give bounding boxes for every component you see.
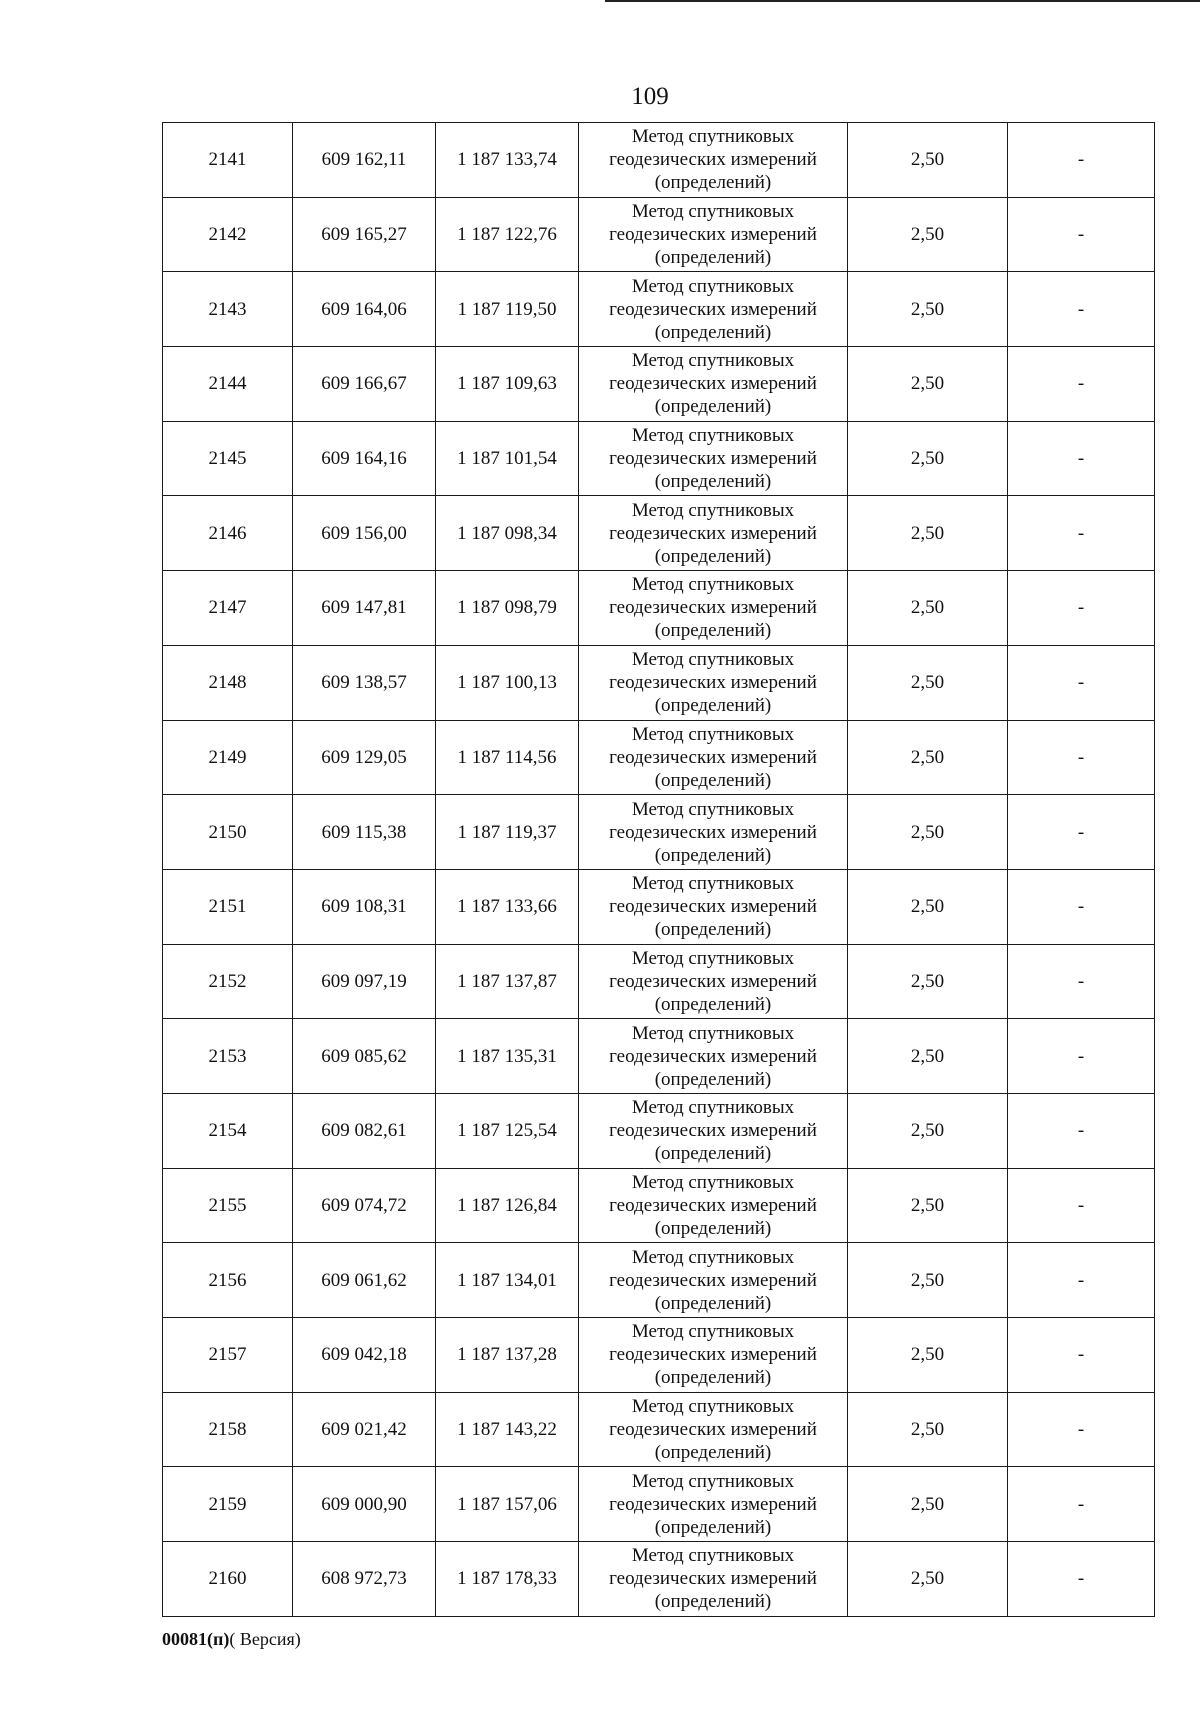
coordinate-y-cell: 1 187 100,13 [436,645,579,720]
note-cell: - [1008,1542,1155,1617]
coordinate-x-cell: 608 972,73 [293,1542,436,1617]
precision-cell: 2,50 [848,123,1008,198]
note-cell: - [1008,1392,1155,1467]
precision-cell: 2,50 [848,944,1008,1019]
coordinates-table [162,122,1155,1617]
note-cell: - [1008,645,1155,720]
point-number-cell: 2146 [163,496,293,571]
method-cell: Метод спутниковых геодезических измерений (определений) [579,347,848,422]
precision-cell: 2,50 [848,571,1008,646]
coordinate-y-cell: 1 187 157,06 [436,1467,579,1542]
point-number-cell: 2160 [163,1542,293,1617]
point-number-cell: 2149 [163,720,293,795]
coordinate-y-cell: 1 187 134,01 [436,1243,579,1318]
note-cell: - [1008,197,1155,272]
precision-cell: 2,50 [848,1542,1008,1617]
point-number-cell: 2143 [163,272,293,347]
coordinate-y-cell: 1 187 122,76 [436,197,579,272]
point-number-cell: 2159 [163,1467,293,1542]
method-cell: Метод спутниковых геодезических измерений (определений) [579,795,848,870]
method-cell: Метод спутниковых геодезических измерений (определений) [579,197,848,272]
table-row [163,571,1155,646]
method-cell: Метод спутниковых геодезических измерений (определений) [579,645,848,720]
precision-cell: 2,50 [848,421,1008,496]
coordinate-y-cell: 1 187 178,33 [436,1542,579,1617]
precision-cell: 2,50 [848,1243,1008,1318]
note-cell: - [1008,1093,1155,1168]
document-code: 00081(п) [162,1629,230,1649]
precision-cell: 2,50 [848,1019,1008,1094]
method-cell: Метод спутниковых геодезических измерений (определений) [579,1542,848,1617]
point-number-cell: 2148 [163,645,293,720]
method-cell: Метод спутниковых геодезических измерений (определений) [579,1168,848,1243]
coordinate-y-cell: 1 187 114,56 [436,720,579,795]
coordinate-y-cell: 1 187 133,66 [436,869,579,944]
method-cell: Метод спутниковых геодезических измерений (определений) [579,1318,848,1393]
coordinate-x-cell: 609 164,06 [293,272,436,347]
table-row [163,347,1155,422]
method-cell: Метод спутниковых геодезических измерений (определений) [579,1392,848,1467]
precision-cell: 2,50 [848,197,1008,272]
coordinate-x-cell: 609 164,16 [293,421,436,496]
table-row [163,1168,1155,1243]
coordinate-x-cell: 609 129,05 [293,720,436,795]
point-number-cell: 2142 [163,197,293,272]
precision-cell: 2,50 [848,1467,1008,1542]
coordinate-y-cell: 1 187 098,79 [436,571,579,646]
coordinate-x-cell: 609 021,42 [293,1392,436,1467]
note-cell: - [1008,1467,1155,1542]
precision-cell: 2,50 [848,1392,1008,1467]
coordinate-y-cell: 1 187 133,74 [436,123,579,198]
point-number-cell: 2150 [163,795,293,870]
coordinates-table-body [163,123,1155,1617]
point-number-cell: 2145 [163,421,293,496]
table-row [163,1093,1155,1168]
table-row [163,421,1155,496]
precision-cell: 2,50 [848,795,1008,870]
table-row [163,1467,1155,1542]
point-number-cell: 2153 [163,1019,293,1094]
point-number-cell: 2158 [163,1392,293,1467]
note-cell: - [1008,1168,1155,1243]
coordinate-y-cell: 1 187 119,50 [436,272,579,347]
method-cell: Метод спутниковых геодезических измерений (определений) [579,869,848,944]
precision-cell: 2,50 [848,1093,1008,1168]
method-cell: Метод спутниковых геодезических измерений (определений) [579,496,848,571]
coordinate-y-cell: 1 187 135,31 [436,1019,579,1094]
precision-cell: 2,50 [848,1318,1008,1393]
coordinate-x-cell: 609 061,62 [293,1243,436,1318]
point-number-cell: 2152 [163,944,293,1019]
method-cell: Метод спутниковых геодезических измерений (определений) [579,944,848,1019]
note-cell: - [1008,1243,1155,1318]
coordinate-x-cell: 609 074,72 [293,1168,436,1243]
method-cell: Метод спутниковых геодезических измерений (определений) [579,1093,848,1168]
coordinate-x-cell: 609 162,11 [293,123,436,198]
coordinate-x-cell: 609 165,27 [293,197,436,272]
note-cell: - [1008,944,1155,1019]
table-row [163,123,1155,198]
coordinate-x-cell: 609 000,90 [293,1467,436,1542]
coordinate-x-cell: 609 156,00 [293,496,436,571]
top-rule [605,0,1200,2]
coordinate-y-cell: 1 187 119,37 [436,795,579,870]
coordinate-y-cell: 1 187 109,63 [436,347,579,422]
coordinate-y-cell: 1 187 098,34 [436,496,579,571]
table-row [163,1318,1155,1393]
coordinate-x-cell: 609 085,62 [293,1019,436,1094]
note-cell: - [1008,720,1155,795]
table-row [163,1019,1155,1094]
coordinate-x-cell: 609 138,57 [293,645,436,720]
note-cell: - [1008,869,1155,944]
method-cell: Метод спутниковых геодезических измерений (определений) [579,571,848,646]
coordinate-x-cell: 609 108,31 [293,869,436,944]
coordinate-x-cell: 609 082,61 [293,1093,436,1168]
point-number-cell: 2156 [163,1243,293,1318]
coordinate-y-cell: 1 187 143,22 [436,1392,579,1467]
coordinate-x-cell: 609 147,81 [293,571,436,646]
page-number: 109 [631,83,669,110]
table-row [163,869,1155,944]
table-row [163,1243,1155,1318]
method-cell: Метод спутниковых геодезических измерений (определений) [579,421,848,496]
note-cell: - [1008,421,1155,496]
precision-cell: 2,50 [848,347,1008,422]
method-cell: Метод спутниковых геодезических измерений (определений) [579,720,848,795]
point-number-cell: 2147 [163,571,293,646]
precision-cell: 2,50 [848,869,1008,944]
precision-cell: 2,50 [848,272,1008,347]
document-version: ( Версия) [229,1629,301,1649]
coordinate-y-cell: 1 187 126,84 [436,1168,579,1243]
coordinate-y-cell: 1 187 101,54 [436,421,579,496]
document-footer [162,1628,301,1650]
coordinate-y-cell: 1 187 137,28 [436,1318,579,1393]
coordinate-x-cell: 609 166,67 [293,347,436,422]
point-number-cell: 2155 [163,1168,293,1243]
precision-cell: 2,50 [848,720,1008,795]
point-number-cell: 2151 [163,869,293,944]
table-row [163,1542,1155,1617]
table-row [163,795,1155,870]
coordinate-y-cell: 1 187 125,54 [436,1093,579,1168]
note-cell: - [1008,123,1155,198]
table-row [163,496,1155,571]
table-row [163,944,1155,1019]
method-cell: Метод спутниковых геодезических измерений (определений) [579,1243,848,1318]
note-cell: - [1008,1019,1155,1094]
point-number-cell: 2144 [163,347,293,422]
note-cell: - [1008,347,1155,422]
table-row [163,197,1155,272]
coordinate-x-cell: 609 042,18 [293,1318,436,1393]
precision-cell: 2,50 [848,496,1008,571]
note-cell: - [1008,795,1155,870]
note-cell: - [1008,571,1155,646]
point-number-cell: 2157 [163,1318,293,1393]
precision-cell: 2,50 [848,1168,1008,1243]
note-cell: - [1008,496,1155,571]
coordinate-y-cell: 1 187 137,87 [436,944,579,1019]
table-row [163,645,1155,720]
table-row [163,720,1155,795]
point-number-cell: 2141 [163,123,293,198]
coordinate-x-cell: 609 097,19 [293,944,436,1019]
table-row [163,272,1155,347]
table-row [163,1392,1155,1467]
point-number-cell: 2154 [163,1093,293,1168]
precision-cell: 2,50 [848,645,1008,720]
coordinate-x-cell: 609 115,38 [293,795,436,870]
note-cell: - [1008,1318,1155,1393]
method-cell: Метод спутниковых геодезических измерений (определений) [579,123,848,198]
method-cell: Метод спутниковых геодезических измерений (определений) [579,272,848,347]
method-cell: Метод спутниковых геодезических измерений (определений) [579,1019,848,1094]
method-cell: Метод спутниковых геодезических измерений (определений) [579,1467,848,1542]
note-cell: - [1008,272,1155,347]
